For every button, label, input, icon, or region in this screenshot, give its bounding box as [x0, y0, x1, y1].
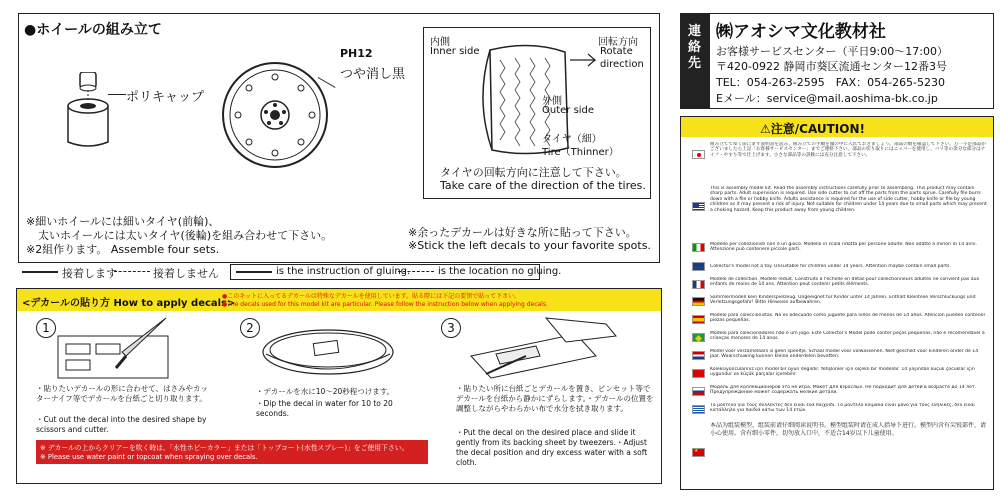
flag-brazil-icon	[692, 333, 705, 342]
step1-text-jp: ・貼りたいデカールの形に合わせて、はさみやカッターナイフ等でデカールを台紙ごと切り取ります。	[36, 384, 208, 403]
decal-warning-en: ※ Please use water paint or topcoat when spraying over decals.	[40, 453, 258, 461]
outer-side-jp: 外側	[542, 96, 562, 107]
step1-number: 1	[42, 321, 50, 335]
flag-usa-icon	[692, 202, 705, 211]
tire-note-jp: タイヤの回転方向に注意して下さい。	[440, 166, 627, 179]
caution-jp: 組み立ててゆく前にまず説明書を読み、組み立ての手順を頭の中に入れておきましょう。部品の数を確認して下さい。万一不足部品がございましたら上記「お客様サービスセンター」までご連絡下さい。部品の切り取りにはニッパーを使用し、バリ等の余分な部分はナイフ・やすり等で仕上げます。小さな部品等の誤飲には充分注意して下さい。	[710, 142, 986, 158]
outer-side-en: Outer side	[542, 105, 595, 116]
flag-greece-icon	[692, 405, 705, 414]
paint-code-badge	[340, 47, 373, 60]
decal-note-jp: ※余ったデカールは好きな所に貼って下さい。	[408, 226, 637, 239]
address: 〒420-0922 静岡市葵区流通センター12番3号	[716, 60, 948, 73]
tire-note-en: Take care of the direction of the tires.	[440, 179, 646, 192]
paint-code: PH12	[340, 47, 373, 60]
step3-text-jp: ・貼りたい所に台紙ごとデカールを置き、ピンセット等でデカールを台紙から静かにずらします。・デカールの位置を調整しながらやわらかい布で水分を拭き取ります。	[456, 384, 654, 413]
wheel-assembly-title: ●ホイールの組み立て	[24, 22, 162, 38]
caution-es: Modelo para coleccionistas. No es adecuado como juguete para niños de menos de 14 años. Atención pueden contener piezas pequeñas.	[710, 313, 986, 324]
caution-de: Sammlermodell kein Kinderspielzeug. Ungeeignet für Kinder unter 14 Jahren. Enthält Kleinteile Verschluckungs und Verletzungsgefahr! Bitte Hinweise aufbewahren.	[710, 295, 976, 306]
caution-fr: Modèle de collection. Modèle réduit. Construits à l'échelle en détail pour collectionneurs adultes ne convient pas aux enfants de moins de 14 ans. Attention peut contenir petits éléments.	[710, 277, 980, 288]
legend-glue-jp: 接着します	[62, 267, 117, 280]
step3-badge	[441, 318, 461, 338]
poly-cap-illustration	[60, 72, 130, 152]
inner-side-jp: 内側	[430, 37, 450, 48]
tire-en: Tire（Thinner）	[542, 147, 619, 158]
step2-illustration	[258, 322, 398, 382]
no-glue-arrow-icon-2	[398, 271, 434, 272]
flag-france-icon	[692, 280, 705, 289]
glue-arrow-icon	[22, 271, 58, 273]
flag-germany-icon	[692, 297, 705, 306]
inner-side-en: Inner side	[430, 46, 480, 57]
flag-japan-icon	[692, 150, 705, 159]
contact-tab-label: 連絡先	[688, 24, 702, 71]
rotate-jp: 回転方向	[598, 37, 638, 48]
decals-header: <デカールの貼り方 How to apply decals>	[22, 298, 236, 309]
wheel-illustration	[220, 60, 330, 170]
flag-uk-icon	[692, 262, 705, 271]
flag-italy-icon	[692, 243, 705, 252]
step2-number: 2	[246, 321, 254, 335]
step1-text-en: ・Cut out the decal into the desired shape by scissors and cutter.	[36, 415, 207, 434]
step1-badge	[36, 318, 56, 338]
decals-header-note-en: ●The decals used for this model kit are particular. Please follow the instruction below when applying decals.	[222, 301, 548, 308]
caution-gr: Το μοντέλο για τους συλλέκτες δεν είναι ένα παιχνίδι. Το μοντέλο κλίμακα είναι μόνο για τους ενήλικες, δεν είναι κατάλληλο για παιδιά κάτω των 14 ετών.	[710, 403, 975, 414]
step2-text-jp: ・デカールを水に10～20秒程つけます。	[256, 387, 395, 396]
flag-russia-icon	[692, 387, 705, 396]
caution-nl: Model voor verzamelaars is geen speeltje. Schaal model voor volwassenen. Niet geschikt voor kinderen onder de 14 jaar. Waarschuwing kunnen kleine onderdelen bevatten.	[710, 349, 979, 360]
flag-netherlands-icon	[692, 351, 705, 360]
legend-glue-en: is the instruction of gluing.	[276, 266, 411, 277]
legend-location-en: is the location no gluing.	[438, 266, 562, 277]
rotate-en1: Rotate	[600, 46, 633, 57]
note2: ※2組作ります。 Assemble four sets.	[26, 243, 220, 256]
paint-name: つや消し黒	[340, 67, 406, 82]
caution-cn: 本品为组装模型，组装前请仔细阅读说明书。模型组装时请在成人指导下进行。模型内含有尖锐部件，请小心使用。含有细小零件，切勿放入口中，不适合14岁以下儿童使用。	[710, 422, 987, 437]
tire-jp: タイヤ（細）	[542, 134, 602, 145]
caution-title: ⚠注意/CAUTION!	[760, 122, 865, 136]
no-glue-arrow-icon	[114, 271, 150, 272]
caution-pt: Modelo para colecionadores não é um jogo. Este Collector's Model pode conter peças pequenas, não é recomendável a crianças menores de 14 anos.	[710, 331, 985, 342]
caution-tr: Koleksiyonculariniz için model bir oyun değildir. Yetişkinler için ölçekli bir modeldir. 14 yaşından küçük çocuklar için uygundur ve küçük parçalar içerebilir.	[710, 367, 975, 378]
note1b-jp: 太いホイールには太いタイヤ(後輪)を組み合わせて下さい。	[38, 229, 333, 242]
legend-no-glue-jp: 接着しません	[153, 267, 219, 280]
caution-ru: Модель для коллекционеров это не игра. Макет для взрослых. Не подходит для детей в возрасте до 14 лет. Предупреждение может содержать мелкие детали.	[710, 385, 977, 396]
tel-fax: TEL：054-263-2595 FAX：054-265-5230	[716, 76, 946, 89]
step3-number: 3	[447, 321, 455, 335]
decal-warning-jp: ※ デカールの上からクリアーを吹く時は、「水性ホビーカラー」または「トップコート(水性スプレー)」をご使用下さい。	[40, 444, 409, 452]
flag-spain-icon	[692, 315, 705, 324]
step1-illustration	[56, 316, 174, 380]
glue-arrow-icon-2	[236, 271, 272, 273]
step2-badge	[240, 318, 260, 338]
caution-en: This is assembly model kit. Read the assembly instructions carefully prior to assembling. This product may contain sharp parts. Adult supervision is required. Use side cutter to cut off the parts from the parts sprue. Carefully file burrs down with a file or hobby knife. Adults assistance is required for the use of side cutter, hobby knife or file by young children as it may present a risk of injury. Not suitable for children under 14 years due to small parts which may present a choking hazard. Keep this product away from young children.	[710, 186, 987, 213]
poly-cap-label: ポリキャップ	[126, 90, 205, 105]
decals-header-note-jp: ●このキットに入ってるデカールは特殊なデカールを使用しています。貼る際には下記の要領で貼って下さい。	[222, 293, 521, 300]
service-center: お客様サービスセンター（平日9:00～17:00）	[716, 45, 948, 58]
step3-illustration	[466, 316, 646, 382]
company-name: ㈱アオシマ文化教材社	[716, 22, 886, 42]
caution-it: Modello per collezionisti non è un gioco. Modello in scala ridotta per persone adulte. Non adatto a minori di 14 anni. Attenzione può contenere piccole parti.	[710, 242, 977, 253]
step3-text-en: ・Put the decal on the desired place and slide it gently from its backing sheet by tweezers.・Adjust the decal position and dry excess water with a soft cloth.	[456, 428, 648, 467]
email: Eメール：service@mail.aoshima-bk.co.jp	[716, 92, 938, 105]
caution-uk: Collector's model not a toy. Unsuitable for children under 14 years. Attention maybe contain small parts.	[710, 264, 951, 269]
step2-text-en: ・Dip the decal in water for 10 to 20 seconds.	[256, 399, 393, 418]
note1-jp: ※細いホイールには細いタイヤ(前輪)、	[26, 215, 220, 228]
rotate-en2: direction	[600, 59, 644, 70]
flag-turkey-icon	[692, 369, 705, 378]
flag-china-icon: ★	[692, 448, 705, 457]
decal-note-en: ※Stick the left decals to your favorite spots.	[408, 239, 651, 252]
